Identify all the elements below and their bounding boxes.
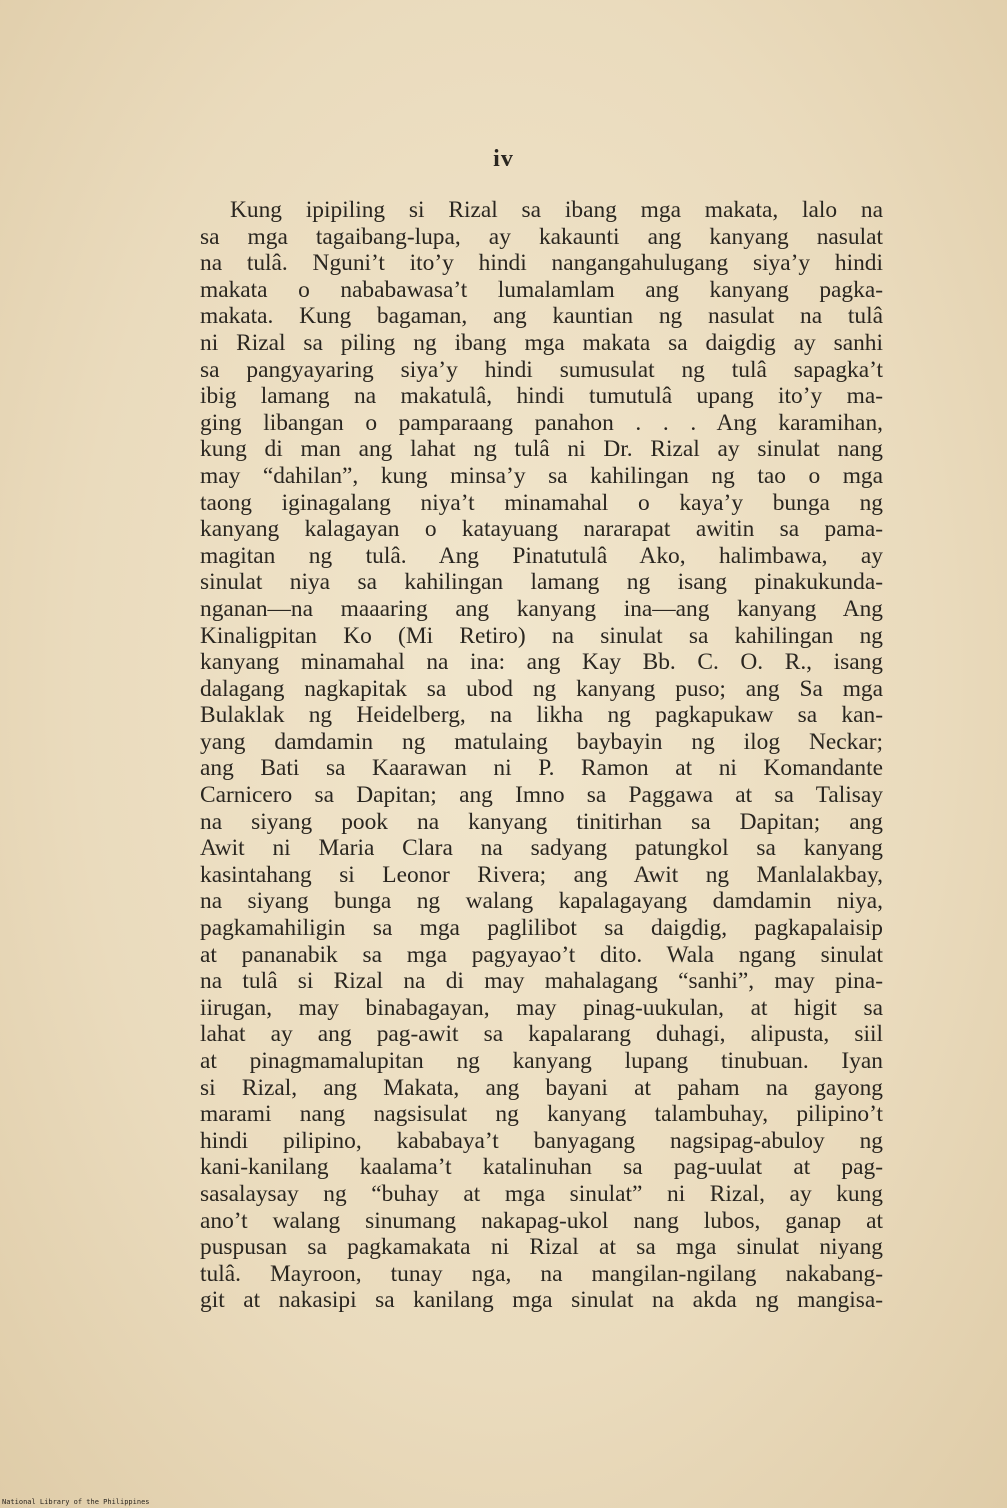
text-line: at pananabik sa mga pagyayao’t dito. Wala ngang sinulat bbox=[200, 941, 883, 968]
text-line: may “dahilan”, kung minsa’y sa kahilingan ng tao o mga bbox=[200, 462, 883, 489]
text-line: kanyang kalagayan o katayuang nararapat awitin sa pama- bbox=[200, 516, 883, 543]
text-line: lahat ay ang pag-awit sa kapalarang duhagi, alipusta, siil bbox=[200, 1021, 883, 1048]
text-line: sa mga tagaibang-lupa, ay kakaunti ang kanyang nasulat bbox=[200, 223, 883, 250]
text-line: iirugan, may binabagayan, may pinag-uukulan, at higit sa bbox=[200, 994, 883, 1021]
text-line: ging libangan o pamparaang panahon . . . Ang karamihan, bbox=[200, 409, 883, 436]
text-line: ang Bati sa Kaarawan ni P. Ramon at ni Komandante bbox=[200, 755, 883, 782]
text-line: Bulaklak ng Heidelberg, na likha ng pagkapukaw sa kan- bbox=[200, 702, 883, 729]
text-line: kung di man ang lahat ng tulâ ni Dr. Rizal ay sinulat nang bbox=[200, 436, 883, 463]
text-line: Kinaligpitan Ko (Mi Retiro) na sinulat sa kahilingan ng bbox=[200, 622, 883, 649]
text-line: makata. Kung bagaman, ang kauntian ng nasulat na tulâ bbox=[200, 303, 883, 330]
text-line: kasintahang si Leonor Rivera; ang Awit ng Manlalakbay, bbox=[200, 861, 883, 888]
text-line: sinulat niya sa kahilingan lamang ng isang pinakukunda- bbox=[200, 569, 883, 596]
text-line: na siyang bunga ng walang kapalagayang damdamin niya, bbox=[200, 888, 883, 915]
text-line: makata o nababawasa’t lumalamlam ang kanyang pagka- bbox=[200, 276, 883, 303]
library-credit: National Library of the Philippines bbox=[2, 1498, 150, 1506]
text-line: na tulâ. Nguni’t ito’y hindi nangangahulugang siya’y hindi bbox=[200, 250, 883, 277]
text-line: Kung ipipiling si Rizal sa ibang mga makata, lalo na bbox=[230, 197, 883, 223]
text-line: Carnicero sa Dapitan; ang Imno sa Paggawa at sa Talisay bbox=[200, 782, 883, 809]
text-line: magitan ng tulâ. Ang Pinatutulâ Ako, halimbawa, ay bbox=[200, 542, 883, 569]
text-line: hindi pilipino, kababaya’t banyagang nagsipag-abuloy ng bbox=[200, 1127, 883, 1154]
text-line: marami nang nagsisulat ng kanyang talambuhay, pilipino’t bbox=[200, 1101, 883, 1128]
text-line: Awit ni Maria Clara na sadyang patungkol sa kanyang bbox=[200, 835, 883, 862]
text-line: at pinagmamalupitan ng kanyang lupang tinubuan. Iyan bbox=[200, 1048, 883, 1074]
text-line: pagkamahiligin sa mga paglilibot sa daigdig, pagkapalaisip bbox=[200, 915, 883, 942]
text-line: nganan—na maaaring ang kanyang ina—ang kanyang Ang bbox=[200, 595, 883, 622]
text-line: tulâ. Mayroon, tunay nga, na mangilan-ngilang nakabang- bbox=[200, 1260, 883, 1287]
text-line: kani-kanilang kaalama’t katalinuhan sa pag-uulat at pag- bbox=[200, 1154, 883, 1181]
text-line: sa pangyayaring siya’y hindi sumusulat ng tulâ sapagka’t bbox=[200, 356, 883, 383]
text-line: kanyang minamahal na ina: ang Kay Bb. C. O. R., isang bbox=[200, 649, 883, 676]
text-line: dalagang nagkapitak sa ubod ng kanyang puso; ang Sa mga bbox=[200, 675, 883, 702]
text-line: taong iginagalang niya’t minamahal o kaya’y bunga ng bbox=[200, 489, 883, 516]
text-line: na tulâ si Rizal na di may mahalagang “sanhi”, may pina- bbox=[200, 968, 883, 995]
text-line: ibig lamang na makatulâ, hindi tumutulâ upang ito’y ma- bbox=[200, 383, 883, 410]
text-line: ni Rizal sa piling ng ibang mga makata sa daigdig ay sanhi bbox=[200, 329, 883, 356]
body-paragraph bbox=[200, 197, 883, 1314]
text-line: git at nakasipi sa kanilang mga sinulat na akda ng mangisa- bbox=[200, 1287, 883, 1314]
text-line: sasalaysay ng “buhay at mga sinulat” ni Rizal, ay kung bbox=[200, 1180, 883, 1207]
text-line: ano’t walang sinumang nakapag-ukol nang lubos, ganap at bbox=[200, 1207, 883, 1234]
text-line: na siyang pook na kanyang tinitirhan sa Dapitan; ang bbox=[200, 808, 883, 835]
text-line: puspusan sa pagkamakata ni Rizal at sa mga sinulat niyang bbox=[200, 1234, 883, 1261]
text-line: si Rizal, ang Makata, ang bayani at paham na gayong bbox=[200, 1074, 883, 1101]
page-number: iv bbox=[493, 146, 514, 172]
text-line: yang damdamin ng matulaing baybayin ng ilog Neckar; bbox=[200, 728, 883, 755]
